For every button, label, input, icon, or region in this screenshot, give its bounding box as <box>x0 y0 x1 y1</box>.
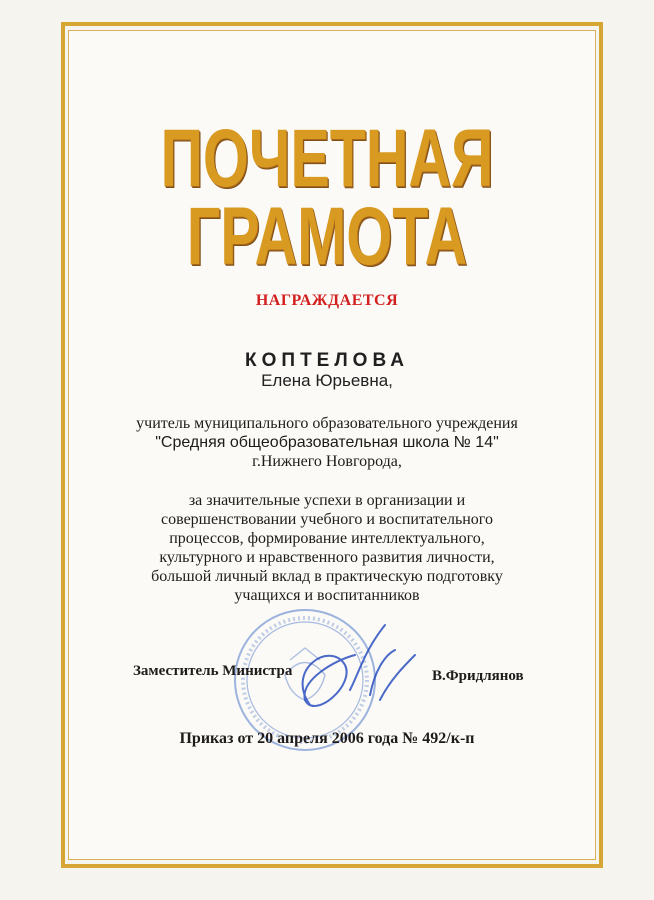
reason-line: культурного и нравственного развития личности, <box>159 549 495 566</box>
order-reference: Приказ от 20 апреля 2006 года № 492/к-п <box>179 730 475 747</box>
title-line-2: ГРАМОТА <box>186 191 468 282</box>
position-line: учитель муниципального образовательного учреждения <box>136 415 518 432</box>
position-block <box>40 414 614 471</box>
reason-line: большой личный вклад в практическую подготовку <box>151 568 503 585</box>
title-line-1: ПОЧЕТНАЯ <box>160 113 494 204</box>
position-line: г.Нижнего Новгорода, <box>252 453 402 470</box>
reason-line: за значительные успехи в организации и <box>188 492 466 509</box>
recipient-surname: КОПТЕЛОВА <box>245 350 409 371</box>
reason-block <box>40 491 614 605</box>
reason-line: учащихся и воспитанников <box>234 587 420 604</box>
awarded-label: НАГРАЖДАЕТСЯ <box>255 292 399 309</box>
signature-icon <box>275 610 425 730</box>
recipient-given-names: Елена Юрьевна, <box>261 371 393 390</box>
signer-title: Заместитель Министра <box>133 663 293 679</box>
reason-line: совершенствовании учебного и воспитательного <box>161 511 493 528</box>
reason-line: процессов, формирование интеллектуального, <box>169 530 485 547</box>
signer-name: В.Фридлянов <box>432 668 524 684</box>
position-line: "Средняя общеобразовательная школа № 14" <box>155 434 499 451</box>
